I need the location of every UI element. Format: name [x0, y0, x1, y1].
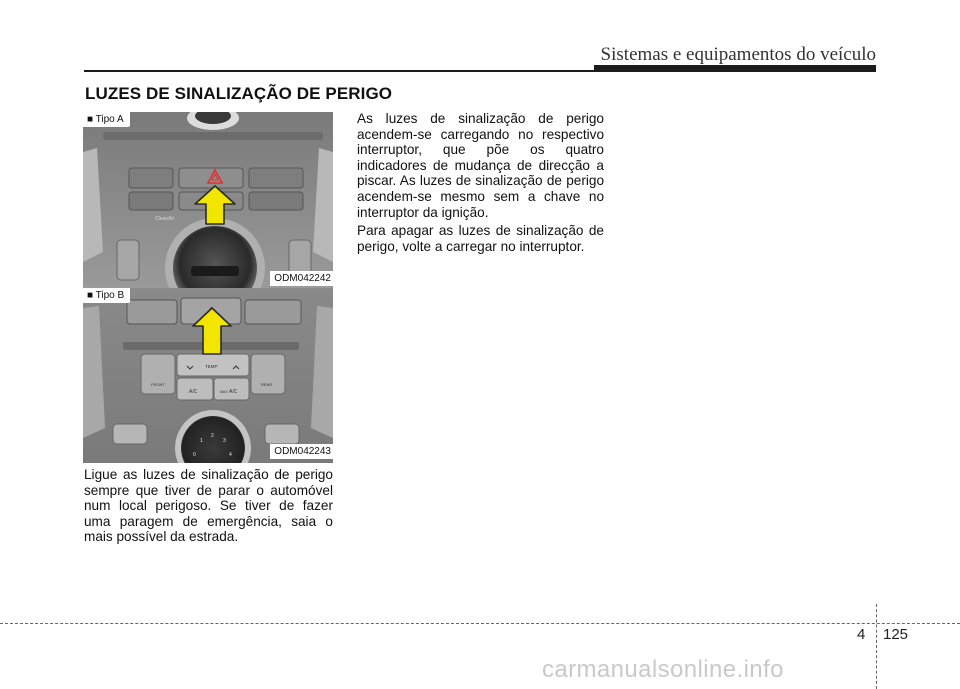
figure-label: ■ Tipo B [83, 288, 130, 303]
left-column-text [84, 467, 333, 545]
svg-text:REAR: REAR [261, 382, 273, 387]
svg-text:4: 4 [229, 452, 232, 458]
hazard-switch-photo-b [83, 288, 333, 463]
svg-text:3: 3 [223, 438, 226, 444]
footer-rule [0, 623, 960, 624]
figure-tipo-a [83, 112, 333, 290]
figure-tipo-b [83, 288, 333, 463]
section-title: LUZES DE SINALIZAÇÃO DE PERIGO [85, 84, 393, 103]
svg-text:A/C: A/C [189, 389, 198, 395]
header-title: Sistemas e equipamentos do veículo [600, 44, 876, 65]
svg-text:0: 0 [193, 452, 196, 458]
right-column-text [357, 111, 604, 254]
svg-text:MAX: MAX [220, 390, 228, 394]
header-rule-bar [594, 65, 876, 71]
svg-text:A/C: A/C [229, 389, 238, 395]
footer-vertical-rule [876, 604, 877, 689]
warning-paragraph: Ligue as luzes de sinalização de perigo sempre que tiver de parar o automóvel num local perigoso. Se tiver de fazer uma paragem de emergência, saia o mais possível da estrada. [84, 467, 333, 545]
figure-code: ODM042243 [270, 444, 333, 459]
svg-text:2: 2 [211, 433, 214, 439]
svg-text:TEMP: TEMP [205, 364, 218, 369]
svg-text:1: 1 [200, 438, 203, 444]
figure-code: ODM042242 [270, 271, 333, 286]
hazard-switch-photo-a [83, 112, 333, 290]
figure-label: ■ Tipo A [83, 112, 130, 127]
svg-text:CleanAir: CleanAir [155, 216, 175, 222]
svg-text:FRONT: FRONT [151, 382, 165, 387]
paragraph-1: As luzes de sinalização de perigo acendem-se carregando no respectivo interruptor, que põe os quatro indicadores de mudança de direcção a piscar. As luzes de sinalização de perigo acendem-se mesmo sem a chave no interruptor da ignição. [357, 111, 604, 220]
watermark: carmanualsonline.info [542, 656, 784, 683]
chapter-number: 4 [857, 626, 866, 643]
paragraph-2: Para apagar as luzes de sinalização de perigo, volte a carregar no interruptor. [357, 223, 604, 254]
page-number: 125 [883, 626, 909, 643]
